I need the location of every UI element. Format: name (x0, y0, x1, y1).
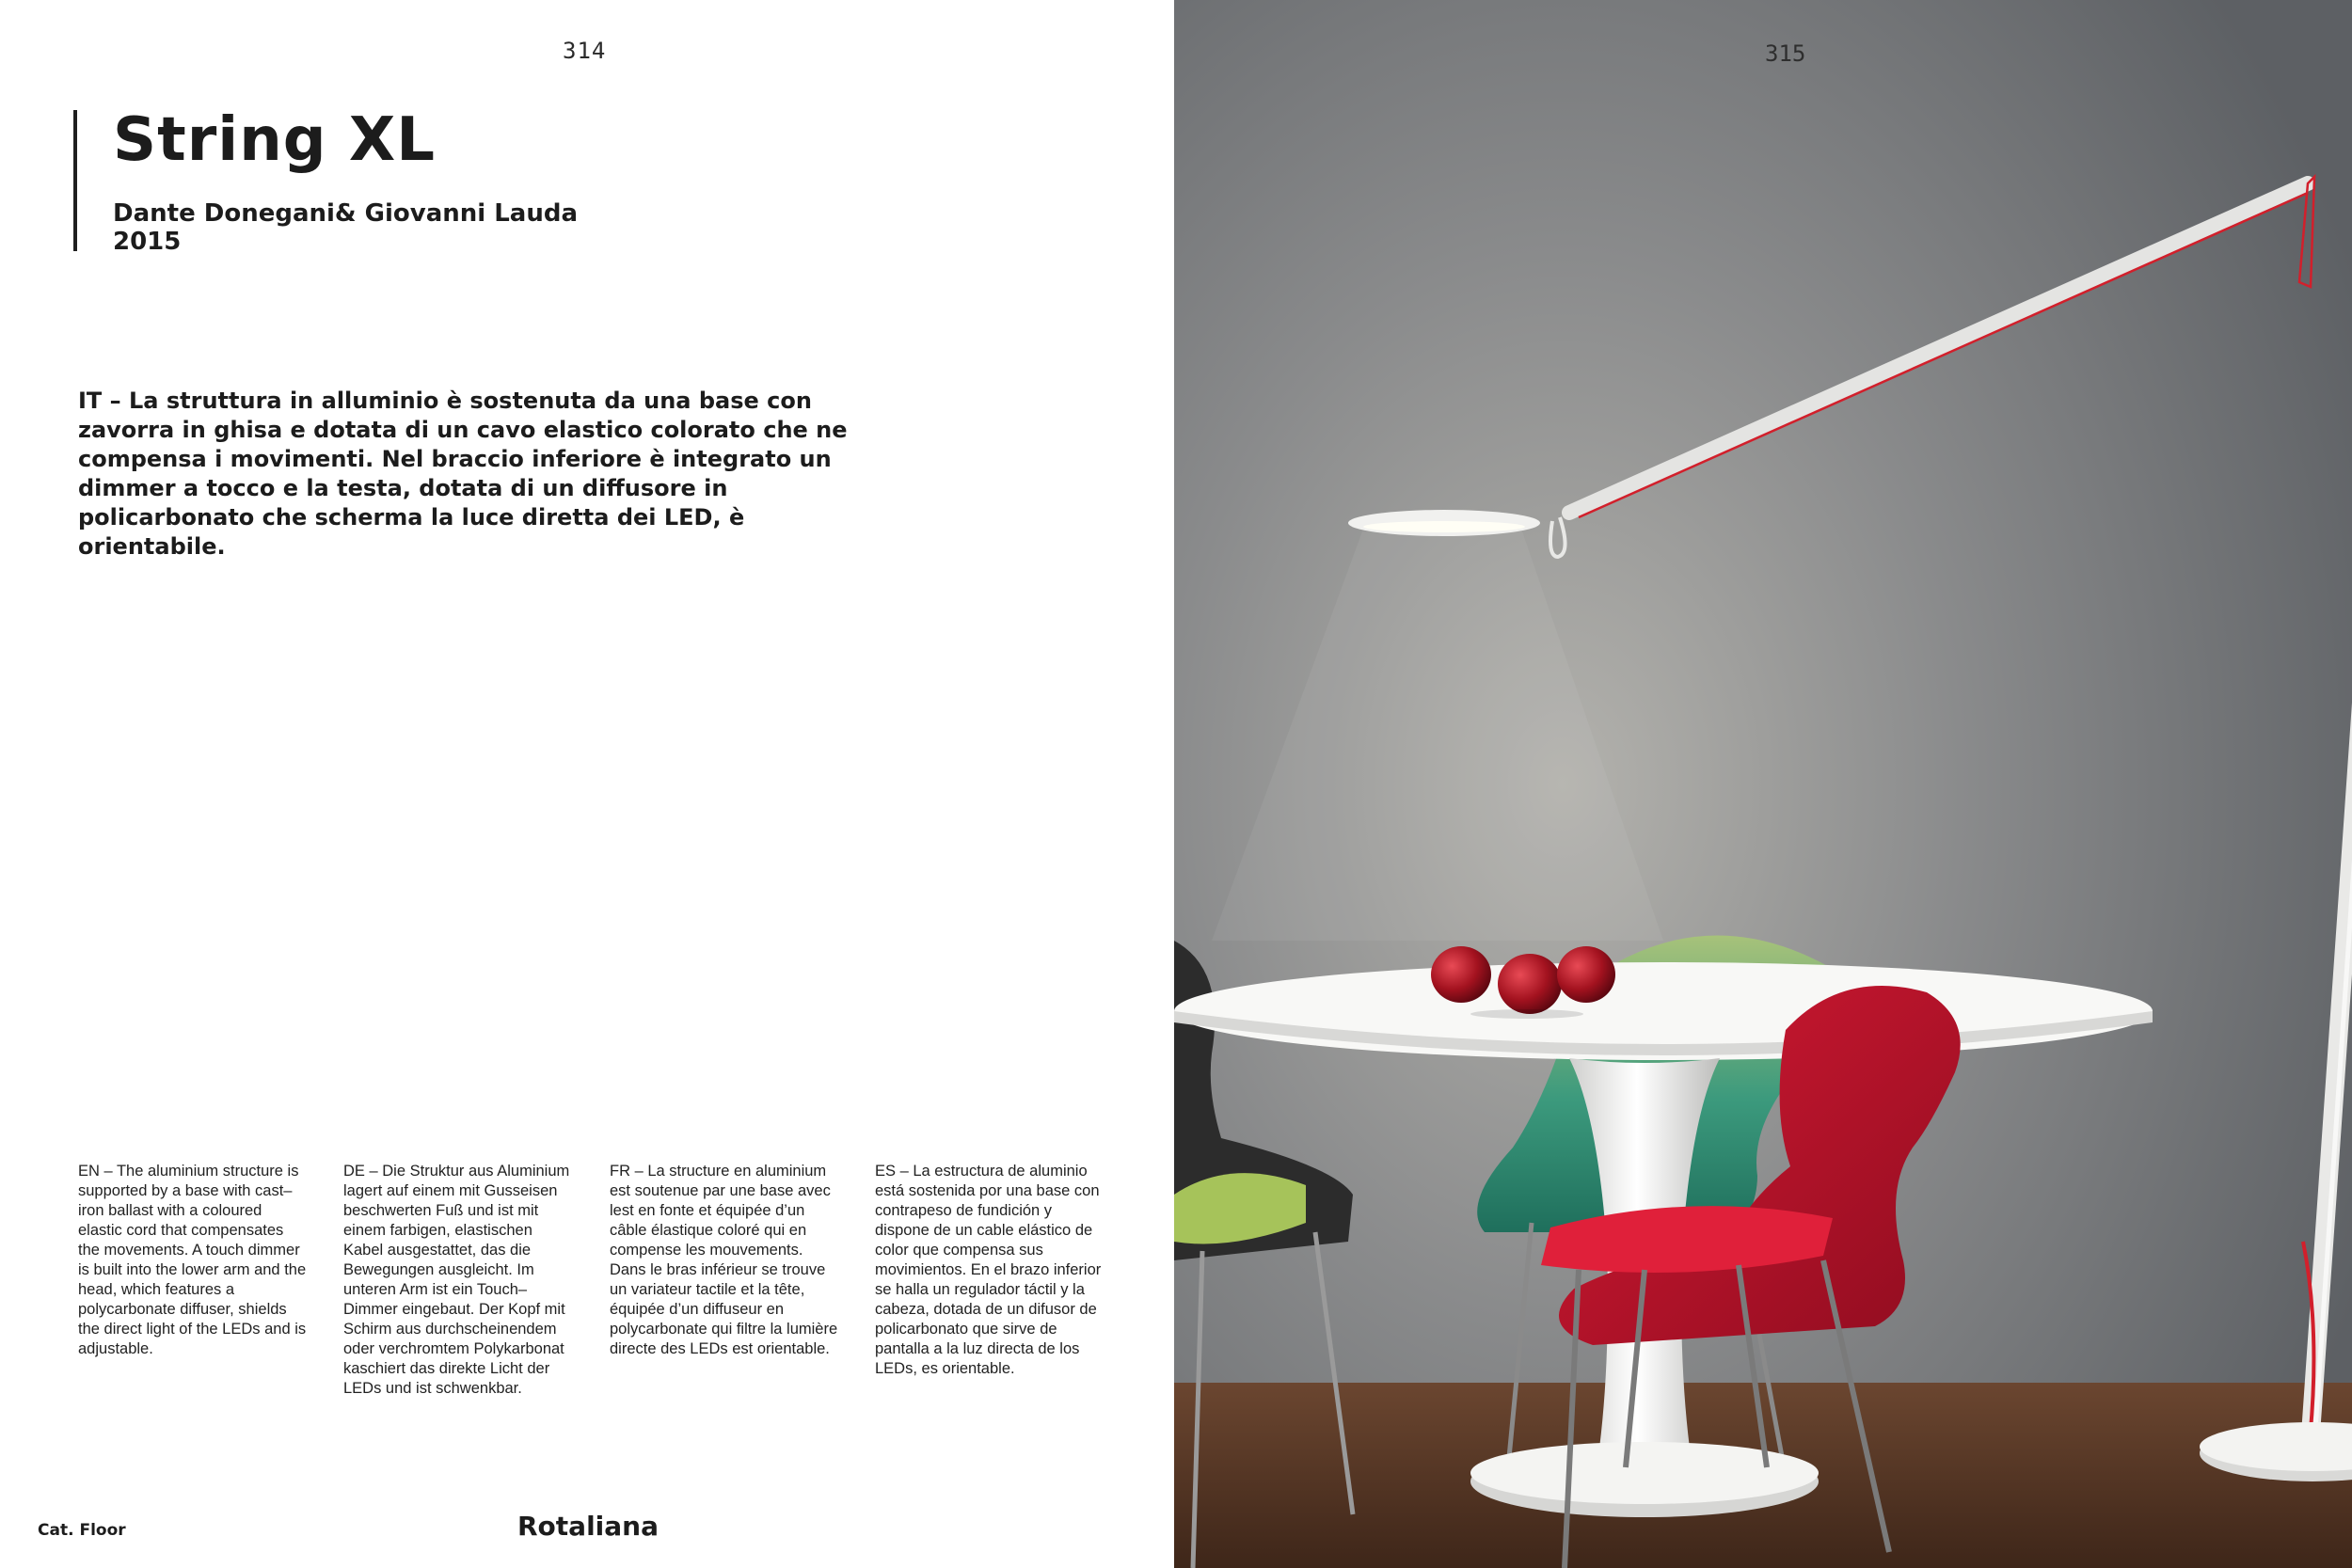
description-italian: IT – La struttura in alluminio è sostenuta da una base con zavorra in ghisa e dotata di un cavo elastico colorato che ne compensa i movimenti. Nel braccio inferiore è integrato un dimmer a tocco e la testa, dotata di un diffusore in policarbonato che scherma la luce diretta dei LED, è orientabile. (78, 388, 848, 560)
left-page (0, 0, 1174, 1568)
page-number-right: 315 (1765, 40, 1806, 67)
description-spanish: ES – La estructura de aluminio está sostenida por una base con contrapeso de fundición y dispone de un cable elástico de color que compensa sus movimientos. En el brazo inferior se halla un regulador táctil y la cabeza, dotada de un difusor de policarbonato que sirve de pantalla a la luz directa de los LEDs, es orientable. (875, 1163, 1102, 1377)
description-german: DE – Die Struktur aus Aluminium lagert auf einem mit Gusseisen beschwerten Fuß und ist mit einem farbigen, elastischen Kabel ausgestattet, das die Bewegungen ausgleicht. Im unteren Arm ist ein Touch–Dimmer eingebaut. Der Kopf mit Schirm aus durchscheinendem oder verchromtem Polykarbonat kaschiert das direkte Licht der LEDs und ist schwenkbar. (343, 1163, 570, 1397)
right-page (1174, 0, 2352, 1568)
product-photo (1174, 0, 2352, 1568)
page-number-left: 314 (563, 38, 607, 64)
designers: Dante Donegani& Giovanni Lauda (113, 199, 579, 228)
footer-category: Cat. Floor (38, 1521, 126, 1540)
description-english: EN – The aluminium structure is supported by a base with cast–iron ballast with a coloured elastic cord that compensates the movements. A touch dimmer is built into the lower arm and the head, which features a polycarbonate diffuser, shields the direct light of the LEDs and is adjustable. (78, 1163, 307, 1357)
title-rule (73, 110, 77, 251)
product-title: String XL (113, 105, 436, 175)
footer-brand: Rotaliana (517, 1511, 659, 1542)
year: 2015 (113, 228, 182, 256)
description-french: FR – La structure en aluminium est soutenue par une base avec lest en fonte et équipée d’un câble élastique coloré qui en compense les mouvements. Dans le bras inférieur se trouve un variateur tactile et la tête, équipée d’un diffuseur en polycarbonate qui filtre la lumière directe des LEDs est orientable. (610, 1163, 838, 1357)
product-credits (113, 199, 578, 256)
